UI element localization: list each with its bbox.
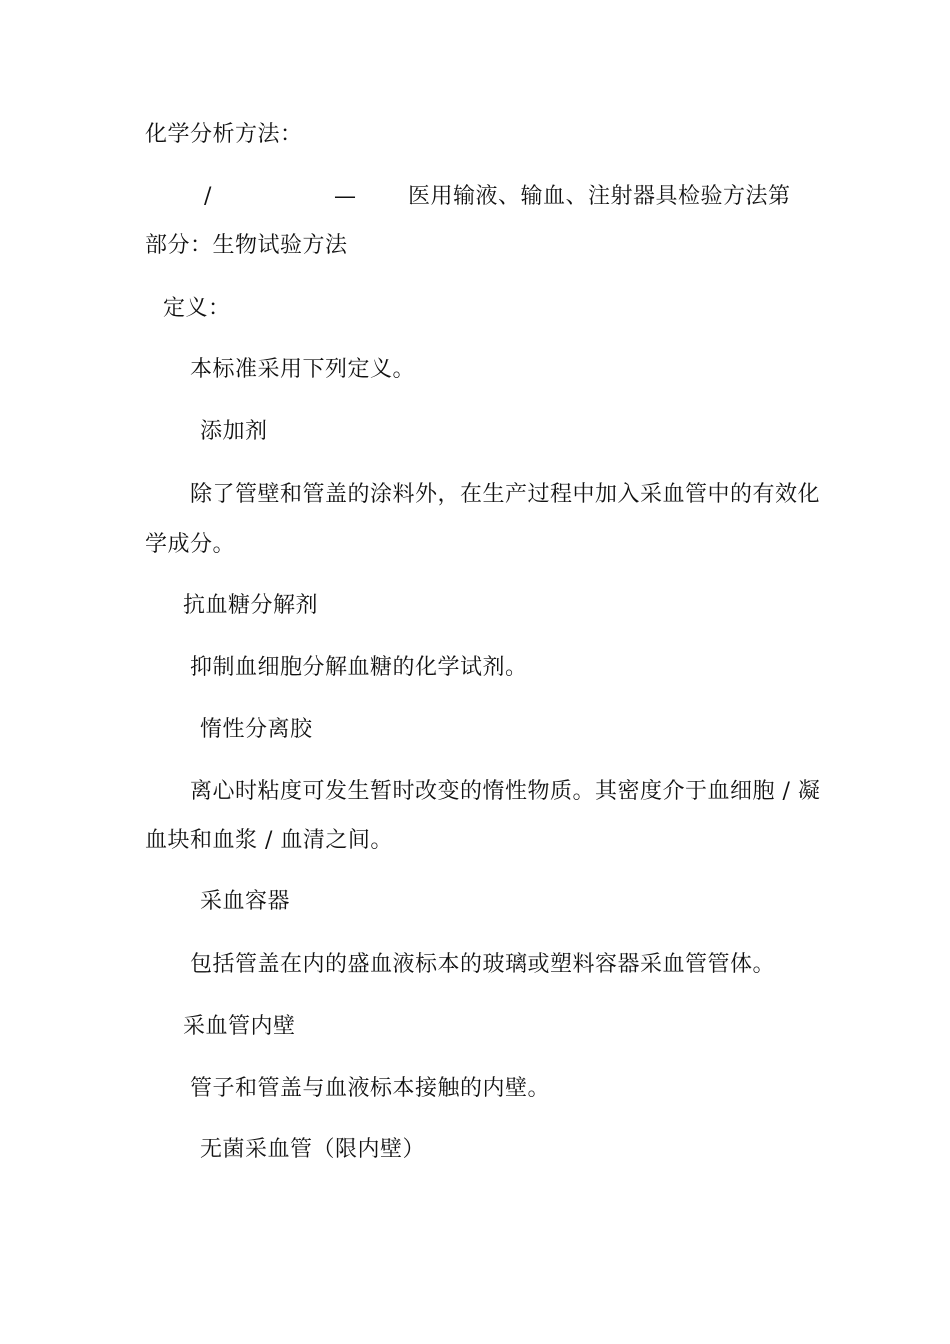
definition-antiglycolytic: 抑制血细胞分解血糖的化学试剂。 xyxy=(190,655,528,680)
term-tube-inner-wall: 采血管内壁 xyxy=(183,1014,296,1039)
definition-collection-container: 包括管盖在内的盛血液标本的玻璃或塑料容器采血管管体。 xyxy=(190,952,776,977)
definitions-heading: 定义： xyxy=(163,296,231,321)
chem-analysis-heading: 化学分析方法： xyxy=(145,122,303,147)
term-inert-gel: 惰性分离胶 xyxy=(200,717,313,742)
standard-slash: / xyxy=(204,184,212,209)
standard-title-line-2: 部分：生物试验方法 xyxy=(145,233,348,258)
term-antiglycolytic: 抗血糖分解剂 xyxy=(183,593,319,618)
definition-inert-gel-line-1: 离心时粘度可发生暂时改变的惰性物质。其密度介于血细胞 / 凝 xyxy=(190,779,821,804)
term-collection-container: 采血容器 xyxy=(200,889,291,914)
term-sterile-tube: 无菌采血管（限内壁） xyxy=(200,1137,426,1162)
definitions-intro: 本标准采用下列定义。 xyxy=(190,357,416,382)
definition-tube-inner-wall: 管子和管盖与血液标本接触的内壁。 xyxy=(190,1076,551,1101)
definition-additive-line-2: 学成分。 xyxy=(145,532,236,557)
term-additive: 添加剂 xyxy=(200,419,268,444)
definition-inert-gel-line-2: 血块和血浆 / 血清之间。 xyxy=(145,828,393,853)
standard-dash: — xyxy=(334,184,357,209)
definition-additive-line-1: 除了管壁和管盖的涂料外，在生产过程中加入采血管中的有效化 xyxy=(190,482,821,507)
standard-title-line-1: 医用输液、输血、注射器具检验方法第 xyxy=(408,184,791,209)
